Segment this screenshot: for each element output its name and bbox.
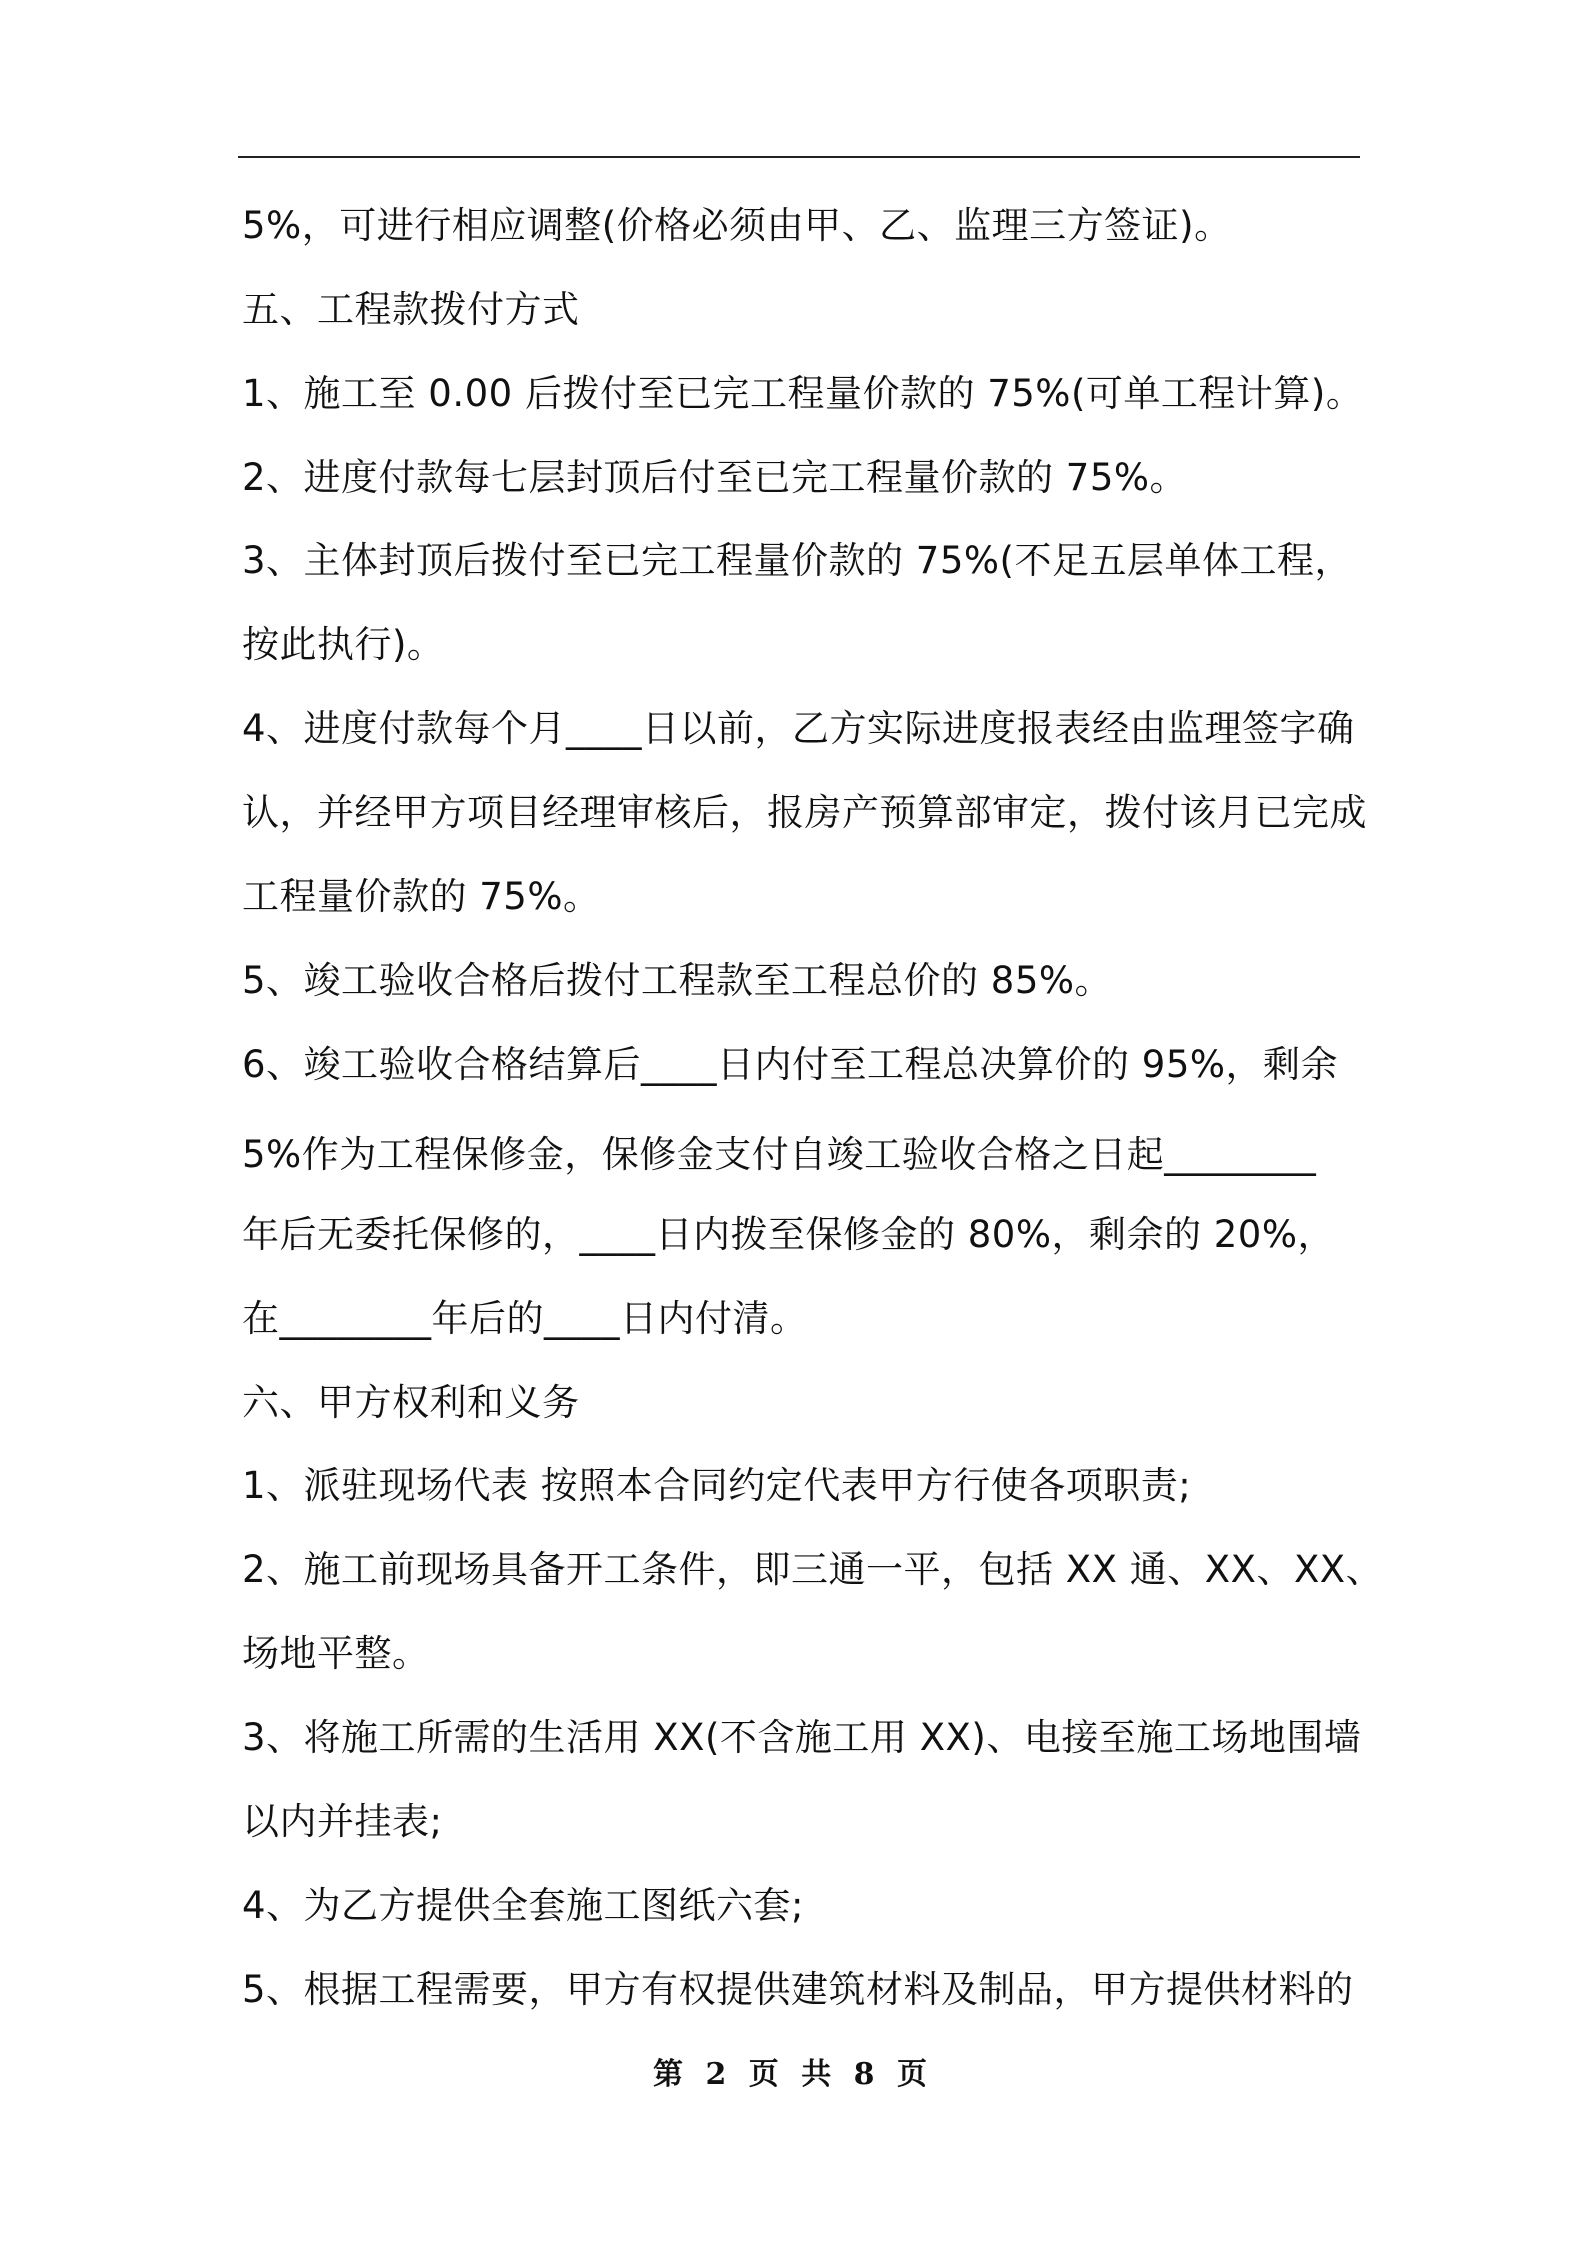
text-line: 工程量价款的 75%。	[242, 875, 601, 918]
text-line: 3、主体封顶后拨付至已完工程量价款的 75%(不足五层单体工程，	[242, 539, 1352, 582]
text-line: 场地平整。	[242, 1632, 430, 1675]
text-line: 年后无委托保修的，____日内拨至保修金的 80%，剩余的 20%，	[242, 1213, 1335, 1256]
text-line: 5%作为工程保修金，保修金支付自竣工验收合格之日起________	[242, 1133, 1317, 1176]
text-line: 1、派驻现场代表 按照本合同约定代表甲方行使各项职责;	[242, 1464, 1192, 1507]
text-line: 按此执行)。	[242, 623, 445, 666]
text-line: 5、竣工验收合格后拨付工程款至工程总价的 85%。	[242, 959, 1113, 1002]
text-line: 2、进度付款每七层封顶后付至已完工程量价款的 75%。	[242, 456, 1188, 499]
text-line: 在________年后的____日内付清。	[242, 1297, 808, 1340]
text-line: 1、施工至 0.00 后拨付至已完工程量价款的 75%(可单工程计算)。	[242, 372, 1364, 415]
text-line: 5%，可进行相应调整(价格必须由甲、乙、监理三方签证)。	[242, 204, 1232, 247]
text-line: 3、将施工所需的生活用 XX(不含施工用 XX)、电接至施工场地围墙	[242, 1716, 1362, 1759]
text-line: 4、进度付款每个月____日以前，乙方实际进度报表经由监理签字确	[242, 707, 1355, 750]
text-line: 以内并挂表;	[242, 1800, 443, 1843]
text-line: 6、竣工验收合格结算后____日内付至工程总决算价的 95%，剩余	[242, 1043, 1339, 1086]
text-line: 4、为乙方提供全套施工图纸六套;	[242, 1884, 805, 1927]
section-heading: 五、工程款拨付方式	[242, 288, 580, 331]
text-line: 2、施工前现场具备开工条件，即三通一平，包括 XX 通、XX、XX、	[242, 1548, 1384, 1591]
page-number: 第 2 页 共 8 页	[653, 2057, 933, 2092]
section-heading: 六、甲方权利和义务	[242, 1381, 580, 1424]
text-line: 5、根据工程需要，甲方有权提供建筑材料及制品，甲方提供材料的	[242, 1968, 1354, 2011]
text-line: 认，并经甲方项目经理审核后，报房产预算部审定，拨付该月已完成	[242, 791, 1367, 834]
header-rule	[238, 156, 1360, 158]
